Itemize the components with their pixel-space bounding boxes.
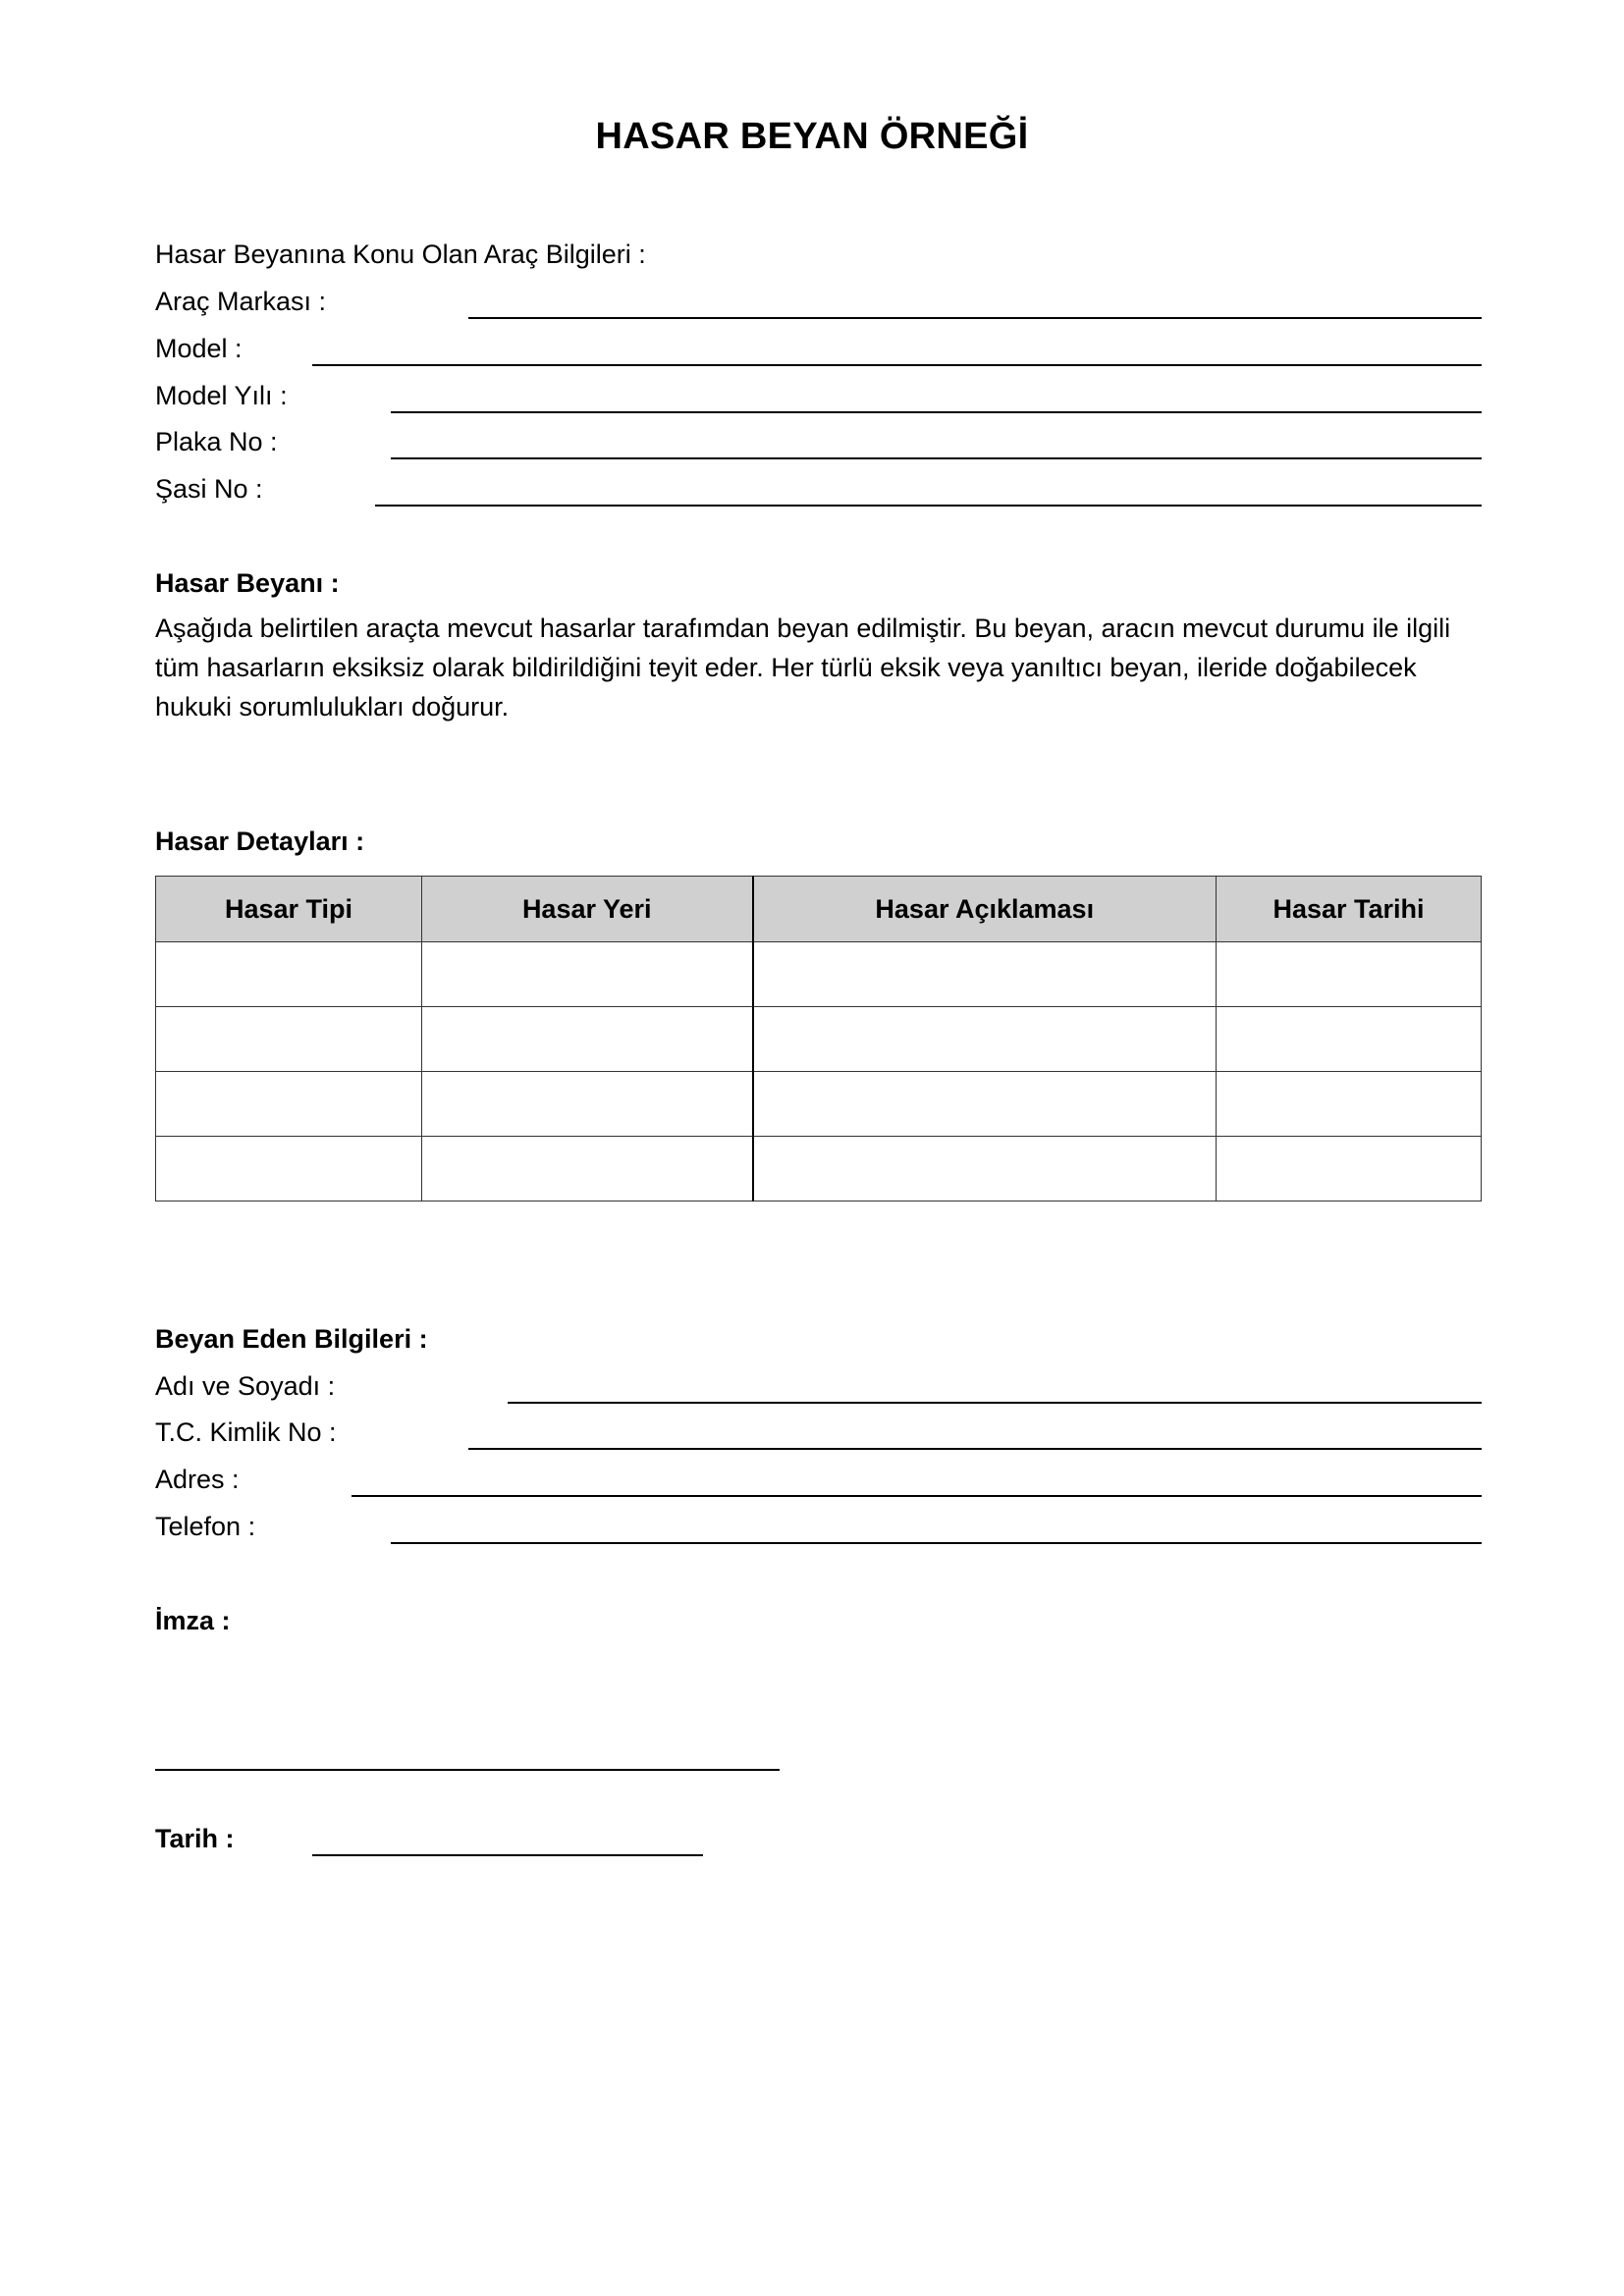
declarant-name-field[interactable]: [508, 1402, 1482, 1404]
table-cell-damage-date[interactable]: [1217, 1007, 1482, 1072]
table-row: [156, 1072, 1482, 1137]
document-title: HASAR BEYAN ÖRNEĞİ: [595, 116, 1029, 157]
date-label: Tarih :: [155, 1824, 235, 1853]
table-cell-damage-description[interactable]: [753, 1137, 1217, 1201]
column-header-damage-type: Hasar Tipi: [156, 877, 422, 942]
table-cell-damage-type[interactable]: [156, 1072, 422, 1137]
table-cell-damage-location[interactable]: [422, 1137, 753, 1201]
declarant-address-label: Adres :: [155, 1465, 240, 1494]
column-header-damage-date: Hasar Tarihi: [1217, 877, 1482, 942]
signature-label: İmza :: [155, 1606, 231, 1635]
table-cell-damage-type[interactable]: [156, 1137, 422, 1201]
damage-details-table: [155, 876, 1482, 1201]
table-cell-damage-date[interactable]: [1217, 942, 1482, 1007]
column-header-damage-description: Hasar Açıklaması: [753, 877, 1217, 942]
vehicle-model-year-label: Model Yılı :: [155, 381, 288, 410]
table-cell-damage-location[interactable]: [422, 942, 753, 1007]
vehicle-model-year-field[interactable]: [391, 411, 1482, 413]
declarant-name-label: Adı ve Soyadı :: [155, 1371, 336, 1401]
declarant-id-label: T.C. Kimlik No :: [155, 1417, 337, 1447]
table-header-row: [156, 877, 1482, 942]
vehicle-chassis-label: Şasi No :: [155, 474, 263, 504]
vehicle-plate-field[interactable]: [391, 457, 1482, 459]
table-cell-damage-type[interactable]: [156, 1007, 422, 1072]
vehicle-chassis-field[interactable]: [375, 505, 1482, 507]
declaration-heading: Hasar Beyanı :: [155, 568, 340, 598]
date-field[interactable]: [312, 1854, 703, 1856]
declarant-address-field[interactable]: [352, 1495, 1482, 1497]
declarant-phone-label: Telefon :: [155, 1512, 256, 1541]
vehicle-brand-field[interactable]: [468, 317, 1482, 319]
declaration-text: Aşağıda belirtilen araçta mevcut hasarlar tarafımdan beyan edilmiştir. Bu beyan, aracın mevcut durumu ile ilgili tüm hasarların eksiksiz olarak bildirildiğini teyit eder. Her türlü eksik veya yanıltıcı beyan, ileride doğabilecek hukuki sorumlulukları doğurur.: [155, 614, 1451, 721]
vehicle-plate-label: Plaka No :: [155, 427, 278, 456]
table-cell-damage-date[interactable]: [1217, 1072, 1482, 1137]
vehicle-model-label: Model :: [155, 334, 243, 363]
table-cell-damage-location[interactable]: [422, 1072, 753, 1137]
table-cell-damage-description[interactable]: [753, 1072, 1217, 1137]
signature-line[interactable]: [155, 1769, 780, 1771]
column-header-damage-location: Hasar Yeri: [422, 877, 753, 942]
table-row: [156, 1007, 1482, 1072]
table-cell-damage-date[interactable]: [1217, 1137, 1482, 1201]
table-cell-damage-type[interactable]: [156, 942, 422, 1007]
vehicle-info-heading: Hasar Beyanına Konu Olan Araç Bilgileri :: [155, 240, 646, 269]
table-cell-damage-description[interactable]: [753, 1007, 1217, 1072]
vehicle-brand-label: Araç Markası :: [155, 287, 327, 316]
vehicle-model-field[interactable]: [312, 364, 1482, 366]
declarant-id-field[interactable]: [468, 1448, 1482, 1450]
table-row: [156, 1137, 1482, 1201]
table-cell-damage-location[interactable]: [422, 1007, 753, 1072]
damage-details-heading: Hasar Detayları :: [155, 827, 365, 856]
declarant-phone-field[interactable]: [391, 1542, 1482, 1544]
declarant-info-heading: Beyan Eden Bilgileri :: [155, 1324, 428, 1354]
table-cell-damage-description[interactable]: [753, 942, 1217, 1007]
table-row: [156, 942, 1482, 1007]
